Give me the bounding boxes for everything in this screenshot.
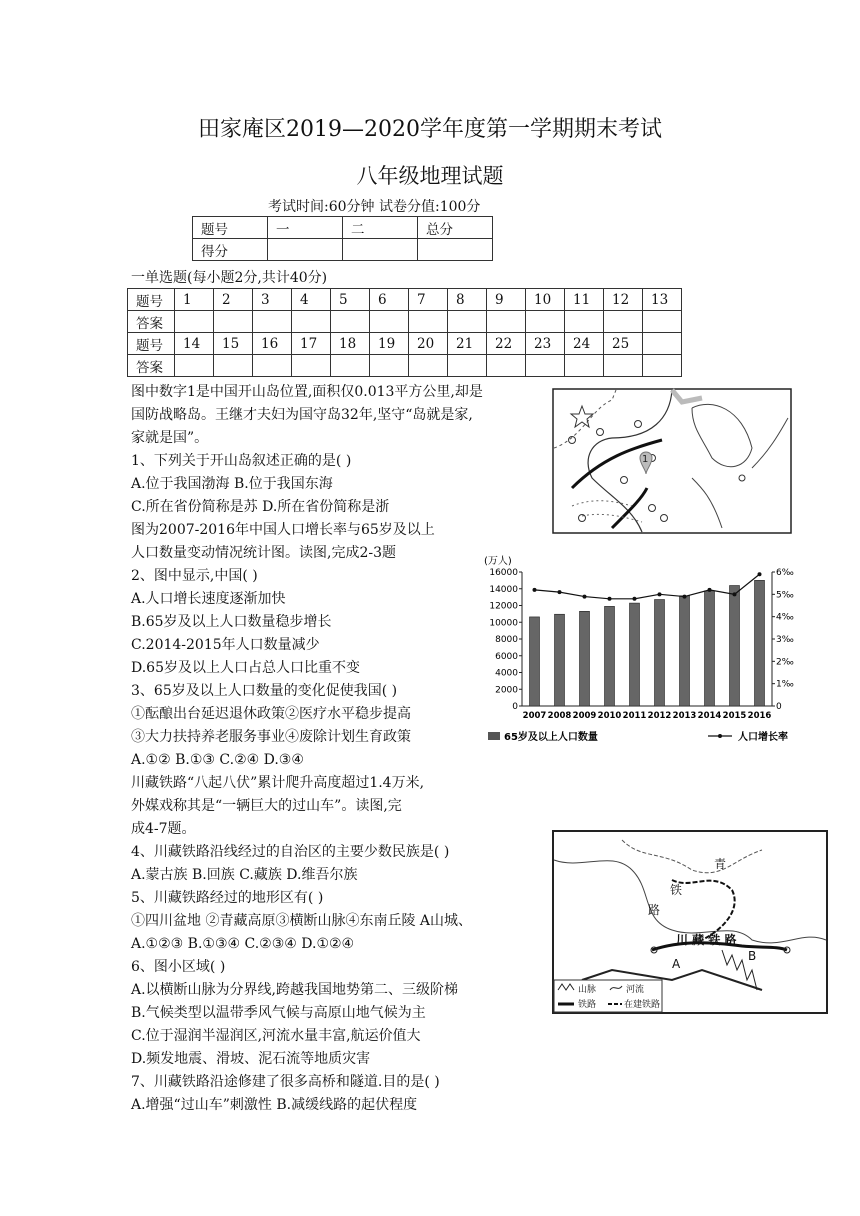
x-tick-label: 2009: [572, 711, 597, 721]
text-line: A.①② B.①③ C.②④ D.③④: [131, 752, 304, 768]
text-line: C.位于湿润半湿润区,河流水量丰富,航运价值大: [131, 1028, 421, 1044]
score-cell[interactable]: [268, 239, 343, 261]
score-cell[interactable]: [418, 239, 493, 261]
question-number: 21: [448, 333, 487, 355]
y2-tick-label: 5‰: [776, 590, 794, 601]
bar: [580, 611, 590, 706]
growth-rate-point: [633, 597, 637, 601]
exam-subtitle: 八年级地理试题: [356, 164, 504, 188]
exam-meta: 考试时间:60分钟 试卷分值:100分: [268, 199, 481, 215]
answer-cell[interactable]: [370, 355, 409, 377]
answer-cell[interactable]: [292, 311, 331, 333]
x-tick-label: 2014: [697, 711, 722, 721]
label-a: A: [672, 957, 681, 971]
coast-map-frame: [553, 389, 791, 533]
text-line: A.以横断山脉为分界线,跨越我国地势第二、三级阶梯: [131, 982, 459, 998]
text-line: 4、川藏铁路沿线经过的自治区的主要少数民族是( ): [131, 844, 450, 860]
population-chart: [482, 552, 812, 748]
y2-tick-label: 2‰: [776, 657, 794, 668]
label-qing: 青: [714, 857, 727, 871]
answer-cell[interactable]: [409, 355, 448, 377]
bar: [755, 580, 765, 706]
answer-grid: [127, 288, 682, 377]
bar: [630, 603, 640, 706]
answer-cell[interactable]: [526, 311, 565, 333]
text-line: 成4-7题。: [131, 821, 196, 837]
legend-construction: 在建铁路: [624, 1000, 661, 1010]
answer-cell[interactable]: [643, 311, 682, 333]
y2-tick-label: 0: [776, 702, 782, 712]
text-line: 图中数字1是中国开山岛位置,面积仅0.013平方公里,却是: [131, 384, 483, 400]
growth-rate-point: [708, 588, 712, 592]
bar: [605, 606, 615, 706]
question-number: 24: [565, 333, 604, 355]
answer-cell[interactable]: [175, 311, 214, 333]
text-line: ③大力扶持养老服务事业④废除计划生育政策: [131, 729, 411, 745]
y2-tick-label: 6‰: [776, 568, 794, 578]
legend-railway: 铁路: [578, 1000, 597, 1010]
answer-cell[interactable]: [214, 311, 253, 333]
text-line: A.蒙古族 B.回族 C.藏族 D.维吾尔族: [131, 867, 358, 883]
question-number: 1: [175, 289, 214, 311]
question-number: 9: [487, 289, 526, 311]
answer-cell[interactable]: [487, 355, 526, 377]
grid-row-label: 题号: [128, 289, 175, 311]
x-tick-label: 2007: [522, 711, 547, 721]
question-number: 17: [292, 333, 331, 355]
question-number: 20: [409, 333, 448, 355]
coast-map: [552, 388, 792, 534]
y-tick-label: 14000: [489, 584, 518, 595]
question-number: 13: [643, 289, 682, 311]
question-number: 25: [604, 333, 643, 355]
text-line: C.2014-2015年人口数量减少: [131, 637, 320, 653]
x-tick-label: 2012: [647, 711, 672, 721]
score-header-label: 题号: [193, 217, 268, 239]
answer-cell[interactable]: [175, 355, 214, 377]
text-line: 7、川藏铁路沿途修建了很多高桥和隧道.目的是( ): [131, 1074, 440, 1090]
answer-cell[interactable]: [487, 311, 526, 333]
question-number: 5: [331, 289, 370, 311]
question-number: 2: [214, 289, 253, 311]
text-line: 图为2007-2016年中国人口增长率与65岁及以上: [131, 522, 435, 538]
question-number: 4: [292, 289, 331, 311]
answer-cell[interactable]: [331, 311, 370, 333]
y-tick-label: 2000: [495, 685, 518, 696]
text-line: 3、65岁及以上人口数量的变化促使我国( ): [131, 683, 398, 699]
x-tick-label: 2015: [722, 711, 747, 721]
label-tie: 铁: [670, 883, 683, 897]
legend-bar-swatch: [488, 732, 500, 740]
growth-rate-line: [535, 574, 760, 599]
text-line: D.65岁及以上人口占总人口比重不变: [131, 660, 360, 676]
growth-rate-point: [533, 588, 537, 592]
text-line: 5、川藏铁路经过的地形区有( ): [131, 890, 324, 906]
text-line: 川藏铁路“八起八伏”累计爬升高度超过1.4万米,: [131, 775, 425, 791]
y-axis-label: (万人): [484, 556, 512, 567]
growth-rate-point: [583, 595, 587, 599]
answer-cell[interactable]: [292, 355, 331, 377]
text-line: D.频发地震、滑坡、泥石流等地质灾害: [131, 1051, 371, 1067]
text-line: A.位于我国渤海 B.位于我国东海: [131, 476, 333, 492]
legend-line-label: 人口增长率: [738, 732, 788, 743]
question-number: 6: [370, 289, 409, 311]
y2-tick-label: 4‰: [776, 612, 794, 623]
text-line: 外媒戏称其是“一辆巨大的过山车”。读图,完: [131, 798, 402, 814]
y-tick-label: 16000: [489, 568, 518, 578]
score-header-2: 二: [343, 217, 418, 239]
question-number: 23: [526, 333, 565, 355]
bar: [555, 614, 565, 706]
text-line: 人口数量变动情况统计图。读图,完成2-3题: [131, 545, 396, 561]
text-line: A.增强“过山车”刺激性 B.减缓线路的起伏程度: [131, 1097, 418, 1113]
question-number: 12: [604, 289, 643, 311]
question-number: 16: [253, 333, 292, 355]
bar: [530, 617, 540, 706]
answer-cell[interactable]: [526, 355, 565, 377]
answer-cell[interactable]: [214, 355, 253, 377]
question-number: [643, 333, 682, 355]
answer-cell[interactable]: [565, 311, 604, 333]
question-number: 10: [526, 289, 565, 311]
y-tick-label: 6000: [495, 651, 518, 662]
growth-rate-point: [558, 590, 562, 594]
bar: [705, 591, 715, 706]
growth-rate-point: [608, 597, 612, 601]
growth-rate-point: [758, 572, 762, 576]
text-line: 6、图小区域( ): [131, 959, 226, 975]
grid-row-label: 答案: [128, 311, 175, 333]
growth-rate-point: [658, 592, 662, 596]
score-row-label: 得分: [193, 239, 268, 261]
growth-rate-point: [683, 595, 687, 599]
railway-map: [552, 830, 828, 1014]
text-line: B.65岁及以上人口数量稳步增长: [131, 614, 332, 630]
text-line: ①酝酿出台延迟退休政策②医疗水平稳步提高: [131, 706, 411, 722]
map-label-1: 1: [642, 454, 649, 465]
legend-line-marker: [718, 734, 722, 738]
x-tick-label: 2010: [597, 711, 622, 721]
question-number: 3: [253, 289, 292, 311]
grid-row-label: 答案: [128, 355, 175, 377]
x-tick-label: 2011: [622, 711, 647, 721]
y-tick-label: 4000: [495, 668, 518, 679]
score-header-1: 一: [268, 217, 343, 239]
answer-cell[interactable]: [448, 355, 487, 377]
question-number: 22: [487, 333, 526, 355]
x-tick-label: 2013: [672, 711, 697, 721]
question-number: 11: [565, 289, 604, 311]
answer-cell[interactable]: [331, 355, 370, 377]
question-number: 15: [214, 333, 253, 355]
x-tick-label: 2016: [747, 711, 772, 721]
question-number: 18: [331, 333, 370, 355]
y-tick-label: 10000: [489, 618, 518, 629]
railway-label: 川 藏 铁 路: [676, 933, 737, 947]
answer-cell[interactable]: [448, 311, 487, 333]
exam-title: 田家庵区2019—2020学年度第一学期期末考试: [198, 117, 662, 142]
y2-tick-label: 1‰: [776, 679, 794, 690]
answer-cell[interactable]: [253, 355, 292, 377]
text-line: 国防战略岛。王继才夫妇为国守岛32年,坚守“岛就是家,: [131, 407, 473, 423]
answer-cell[interactable]: [565, 355, 604, 377]
answer-cell[interactable]: [370, 311, 409, 333]
bar: [730, 586, 740, 706]
text-line: 家就是国”。: [131, 430, 209, 446]
answer-cell[interactable]: [604, 311, 643, 333]
score-cell[interactable]: [343, 239, 418, 261]
text-line: C.所在省份简称是苏 D.所在省份简称是浙: [131, 499, 390, 515]
text-line: A.人口增长速度逐渐加快: [131, 591, 286, 607]
text-line: A.①②③ B.①③④ C.②③④ D.①②④: [131, 936, 355, 952]
bar: [680, 596, 690, 706]
y-tick-label: 0: [512, 702, 518, 712]
y-tick-label: 12000: [489, 601, 518, 612]
growth-rate-point: [733, 592, 737, 596]
grid-row-label: 题号: [128, 333, 175, 355]
answer-cell[interactable]: [409, 311, 448, 333]
section-heading: 一单选题(每小题2分,共计40分): [131, 270, 328, 286]
text-line: 2、图中显示,中国( ): [131, 568, 258, 584]
x-tick-label: 2008: [547, 711, 572, 721]
label-b: B: [748, 949, 757, 963]
text-line: ①四川盆地 ②青藏高原③横断山脉④东南丘陵 A山城、: [131, 913, 473, 929]
question-number: 7: [409, 289, 448, 311]
answer-cell[interactable]: [604, 355, 643, 377]
legend-river: 河流: [626, 985, 645, 995]
question-number: 19: [370, 333, 409, 355]
text-line: 1、下列关于开山岛叙述正确的是( ): [131, 453, 352, 469]
answer-cell[interactable]: [253, 311, 292, 333]
text-line: B.气候类型以温带季风气候与高原山地气候为主: [131, 1005, 426, 1021]
answer-cell[interactable]: [643, 355, 682, 377]
legend-mountain: 山脉: [578, 985, 597, 995]
y2-tick-label: 3‰: [776, 635, 794, 645]
bar: [655, 600, 665, 706]
legend-bar-label: 65岁及以上人口数量: [504, 732, 598, 743]
y-tick-label: 8000: [495, 635, 518, 645]
question-number: 14: [175, 333, 214, 355]
score-table: [192, 216, 493, 261]
question-number: 8: [448, 289, 487, 311]
label-lu: 路: [648, 903, 661, 917]
score-header-total: 总分: [418, 217, 493, 239]
